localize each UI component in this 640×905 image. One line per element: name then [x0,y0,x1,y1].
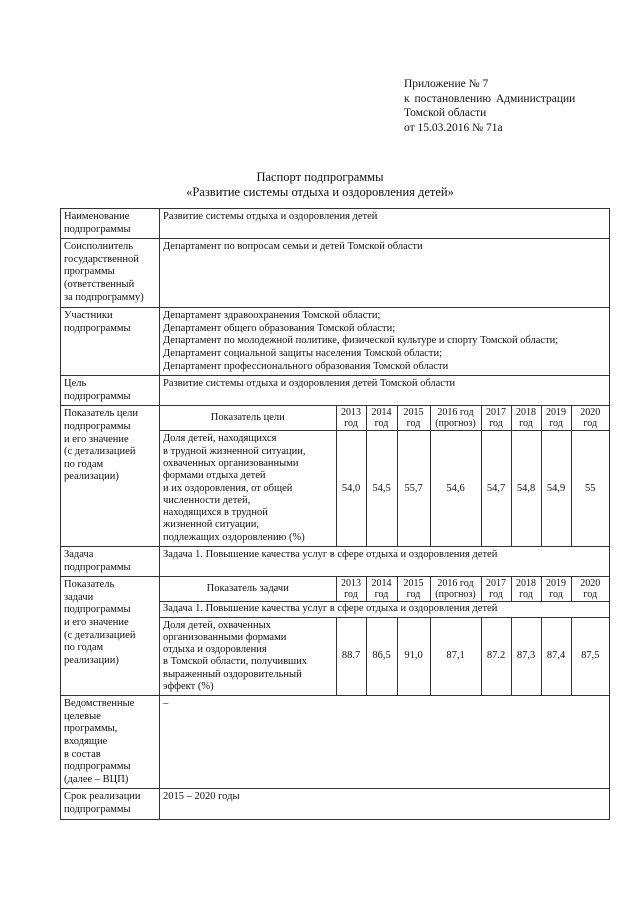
year-header: 2013 год [336,406,366,431]
row-label [61,239,160,308]
row-task-indicators [61,577,610,696]
row-value: 2015 – 2020 годы [160,789,610,819]
year-header: 2016 год (прогноз) [430,577,481,602]
label-line: подпрограммы [64,420,131,432]
label-line: подпрограммы [64,804,131,816]
year-header: 2015 год [397,577,430,602]
appendix-line: Томской области [404,107,487,119]
row-label [61,376,160,406]
label-line: в состав [64,748,101,760]
year-header: 2016 год (прогноз) [430,406,481,431]
indicator-value: 87,4 [541,617,571,695]
year-header: 2014 год [366,406,397,431]
indicator-value: 54,6 [430,431,481,546]
appendix-block [404,77,575,135]
label-line: подпрограммы [64,561,131,573]
indicator-value: 86,5 [366,617,397,695]
year-header: 2013 год [336,577,366,602]
label-line: Соисполнитель [64,241,134,253]
year-header: 2018 год [511,577,541,602]
indicator-value: 55,7 [397,431,430,546]
row-label [61,577,160,696]
indicator-value: 87.2 [481,617,511,695]
indicator-header: Показатель цели [160,406,336,431]
row-term [61,789,610,819]
label-line: программы [64,266,115,278]
label-line: (ответственный [64,278,135,290]
label-line: целевые [64,710,101,722]
indicator-header-row [160,577,609,602]
indicator-value: 54,7 [481,431,511,546]
label-line: государственной [64,253,139,265]
row-label [61,406,160,547]
task-indicator-table [160,577,609,695]
participant-item: Департамент здравоохранения Томской области; [163,310,381,322]
label-line: подпрограммы [64,761,131,773]
row-value [160,308,610,376]
indicator-header-row [160,406,609,431]
label-line: и его значение [64,433,129,445]
label-line: задачи [64,591,94,603]
label-line: (с детализацией [64,446,136,458]
task-indicator-table-cell [160,577,610,696]
year-header: 2018 год [511,406,541,431]
row-coexecutor [61,239,610,308]
task-subtitle-row [160,602,609,617]
row-task [61,547,610,577]
appendix-line: Приложение № 7 [404,78,489,90]
indicator-value-row [160,431,609,546]
label-line: Показатель цели [64,408,139,420]
participant-item: Департамент профессионального образования Томской области [163,360,449,372]
participant-item: Департамент социальной защиты населения Томской области; [163,347,443,359]
indicator-value: 91,0 [397,617,430,695]
row-participants [61,308,610,376]
label-line: Ведомственные [64,698,135,710]
indicator-value: 87,1 [430,617,481,695]
label-line: Наименование [64,211,130,222]
year-header: 2015 год [397,406,430,431]
page-title [0,170,640,200]
label-line: Показатель [64,579,115,591]
label-line: входящие [64,736,108,748]
task-subtitle: Задача 1. Повышение качества услуг в сфере отдыха и оздоровления детей [160,602,609,617]
indicator-text: Доля детей, охваченных организованными формами отдыха и оздоровления в Томской области, получивших выраженный оздоровительный эффект (%) [160,617,336,695]
participant-item: Департамент по молодежной политике, физической культуре и спорту Томской области; [163,335,559,347]
row-goal [61,376,610,406]
indicator-header: Показатель задачи [160,577,336,602]
row-name [61,209,610,239]
row-goal-indicators [61,406,610,547]
year-header: 2020 год [571,577,609,602]
year-header: 2019 год [541,406,571,431]
row-label [61,209,160,239]
label-line: реализации) [64,471,119,483]
row-label [61,789,160,819]
row-label [61,308,160,376]
passport-table [60,208,610,820]
label-line: Задача [64,549,94,561]
title-line: Паспорт подпрограммы [256,170,384,184]
row-value: – [160,696,610,789]
goal-indicator-table-cell [160,406,610,547]
year-header: 2014 год [366,577,397,602]
label-line: подпрограммы [64,223,131,235]
label-line: по годам [64,642,104,654]
indicator-value: 55 [571,431,609,546]
indicator-value: 54,9 [541,431,571,546]
appendix-line: к постановлению Администрации [404,92,576,105]
label-line: (далее – ВЦП) [64,773,129,785]
label-line: подпрограммы [64,322,131,334]
indicator-value: 54,5 [366,431,397,546]
label-line: программы, [64,723,118,735]
year-header: 2019 год [541,577,571,602]
row-value: Департамент по вопросам семьи и детей Томской области [160,239,610,308]
row-value: Развитие системы отдыха и оздоровления детей Томской области [160,376,610,406]
row-value: Развитие системы отдыха и оздоровления детей [160,209,610,239]
year-header: 2020 год [571,406,609,431]
row-label [61,696,160,789]
participant-item: Департамент общего образования Томской области; [163,322,396,334]
indicator-value: 54,8 [511,431,541,546]
label-line: (с детализацией [64,629,136,641]
indicator-value: 87,3 [511,617,541,695]
year-header: 2017 год [481,406,511,431]
row-value: Задача 1. Повышение качества услуг в сфере отдыха и оздоровления детей [160,547,610,577]
row-label [61,547,160,577]
label-line: Участники [64,310,113,322]
label-line: реализации) [64,654,119,666]
row-vcp [61,696,610,789]
label-line: по годам [64,458,104,470]
label-line: подпрограммы [64,390,131,402]
appendix-line: от 15.03.2016 № 71а [404,121,503,134]
label-line: подпрограммы [64,604,131,616]
indicator-value-row [160,617,609,695]
indicator-value: 87,5 [571,617,609,695]
year-header: 2017 год [481,577,511,602]
label-line: Цель [64,378,87,390]
title-line: «Развитие системы отдыха и оздоровления детей» [186,185,454,199]
label-line: за подпрограмму) [64,291,144,303]
indicator-text: Доля детей, находящихся в трудной жизненной ситуации, охваченных организованными формами отдыха детей и их оздоровления, от общей численности детей, находящихся в трудной жизненной ситуации, подлежащих оздоровлению (%) [160,431,336,546]
label-line: Срок реализации [64,791,141,803]
indicator-value: 54,0 [336,431,366,546]
label-line: и его значение [64,616,129,628]
goal-indicator-table [160,406,609,546]
indicator-value: 88.7 [336,617,366,695]
